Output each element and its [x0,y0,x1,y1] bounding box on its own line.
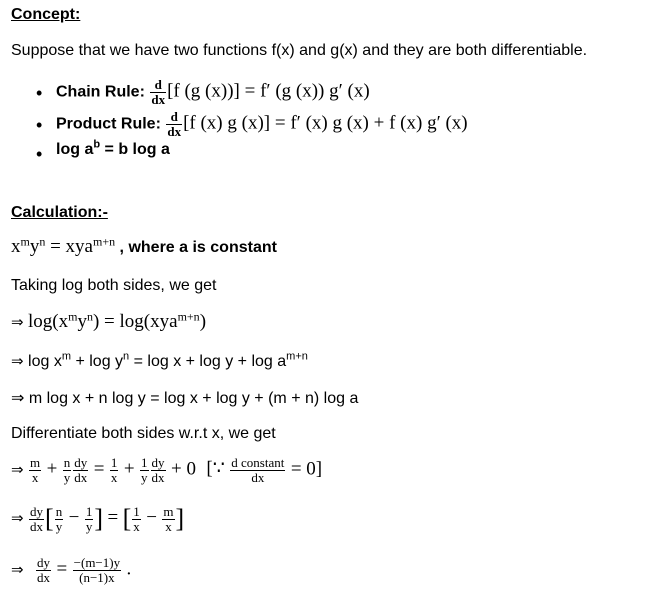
step-5 [11,504,184,534]
frac-den: y [141,469,148,485]
frac-den: y [63,469,71,485]
frac-den: dx [151,91,166,107]
frac-num: d [150,78,166,93]
step2-aexp: m [61,350,71,363]
bullet-icon: • [36,115,43,135]
minus-sign: − [68,507,80,529]
product-rule-label: Product Rule: [56,115,161,133]
step2-c: = log x + log y + log a [129,353,287,370]
concept-heading: Concept: [11,6,81,23]
plus-zero: + 0 [170,458,196,480]
frac-m-x [162,505,174,533]
left-bracket: [ [45,504,54,533]
log-rule-base: log a [56,141,94,158]
given-x: x [11,236,21,257]
chain-rule-label: Chain Rule: [56,83,145,101]
frac-den: dx [251,469,265,485]
frac-num: n [55,503,63,519]
step-4 [11,456,322,484]
product-rule [56,110,468,138]
frac-den: x [31,469,39,485]
frac-dy-dx [73,456,88,484]
step-1 [11,311,206,333]
log-rule [56,138,170,159]
frac-1-y [140,456,149,484]
frac-dy-dx [151,456,166,484]
period: . [126,558,132,580]
frac-den: (n−1)x [79,569,115,585]
right-bracket: ] [175,504,185,533]
step1-exp: m+n [177,309,200,324]
step-intro: Taking log both sides, we get [11,277,217,294]
derivative-fraction [166,110,182,138]
bullet-icon: • [36,83,43,103]
frac-num: m [163,503,174,519]
frac-den: dx [167,123,182,139]
step2-a: log x [23,353,62,370]
frac-num: 1 [110,455,118,470]
step2-b: + log y [71,353,124,370]
log-rule-rest: = b log a [100,141,170,158]
implies-icon: ⇒ [11,352,24,370]
frac-dconst-dx [230,456,285,484]
step-3: ⇒ m log x + n log y = log x + log y + (m + n) log a [11,390,359,407]
given-suffix: , where a is constant [115,239,277,256]
plus-sign: + [123,458,135,480]
chain-rule [56,78,370,106]
frac-m-x [29,456,41,484]
frac-num: 1 [85,503,93,519]
equals-zero: = 0] [290,458,323,480]
frac-den: y [55,518,63,534]
log-rule-exp: b [93,138,101,151]
frac-num: dy [37,555,51,570]
frac-dy-dx [29,505,44,533]
bullet-icon: • [36,144,43,164]
frac-num: dy [151,455,165,470]
frac-num: m [30,455,41,470]
frac-den: dx [151,469,165,485]
frac-num: 1 [141,455,148,470]
implies-icon: ⇒ [11,460,24,479]
frac-num: d constant [231,455,285,470]
frac-den: dx [30,518,44,534]
implies-icon: ⇒ [11,509,24,528]
given-xexp: m [20,234,30,249]
implies-icon: ⇒ [11,560,24,579]
frac-num: −(m−1)y [73,555,121,570]
given-y: y [29,236,40,257]
frac-den: dx [37,569,51,585]
frac-den: x [133,518,140,534]
left-bracket: [ [122,504,132,533]
frac-n-y [63,456,72,484]
step-2 [11,352,308,371]
step-6 [11,556,131,584]
equals-sign: = [56,558,68,580]
frac-num: n [63,455,71,470]
frac-result [73,556,121,584]
frac-num: 1 [133,503,140,519]
concept-intro: Suppose that we have two functions f(x) and g(x) and they are both differentiable. [11,42,588,59]
frac-num: d [166,110,182,125]
frac-den: x [110,469,118,485]
step1-n: n [86,309,93,324]
chain-rule-formula: [f (g (x))] = f′ (g (x)) g′ (x) [167,80,370,102]
step1-end: ) [199,311,207,332]
equals-sign: = [107,507,119,529]
frac-den: x [165,518,172,534]
step1-y: y [77,311,87,332]
calculation-heading: Calculation:- [11,204,108,221]
because-symbol: [∵ [206,458,225,480]
step1-m: m [68,309,78,324]
step2-cexp: m+n [286,350,308,363]
product-rule-formula: [f (x) g (x)] = f′ (x) g (x) + f (x) g′ (x) [183,112,468,134]
step1-lhs: log(x [28,311,69,332]
frac-1-x [132,505,141,533]
frac-den: dx [74,469,88,485]
diff-intro: Differentiate both sides w.r.t x, we get [11,425,276,442]
given-yexp: n [39,234,46,249]
step2-bexp: n [123,350,130,363]
equals-sign: = [93,458,105,480]
given-equation [11,236,277,258]
frac-den: y [85,518,93,534]
minus-sign: − [146,507,157,529]
frac-num: dy [30,503,44,519]
given-eq: = xya [45,236,93,257]
frac-1-x [110,456,119,484]
frac-1-y [85,505,94,533]
frac-dy-dx [36,556,51,584]
right-bracket: ] [94,504,103,533]
plus-sign: + [46,458,58,480]
frac-n-y [55,505,64,533]
step1-mid: ) = log(xya [92,311,178,332]
frac-num: dy [74,455,88,470]
derivative-fraction [150,78,166,106]
given-aexp: m+n [93,234,116,249]
implies-icon: ⇒ [11,313,24,331]
